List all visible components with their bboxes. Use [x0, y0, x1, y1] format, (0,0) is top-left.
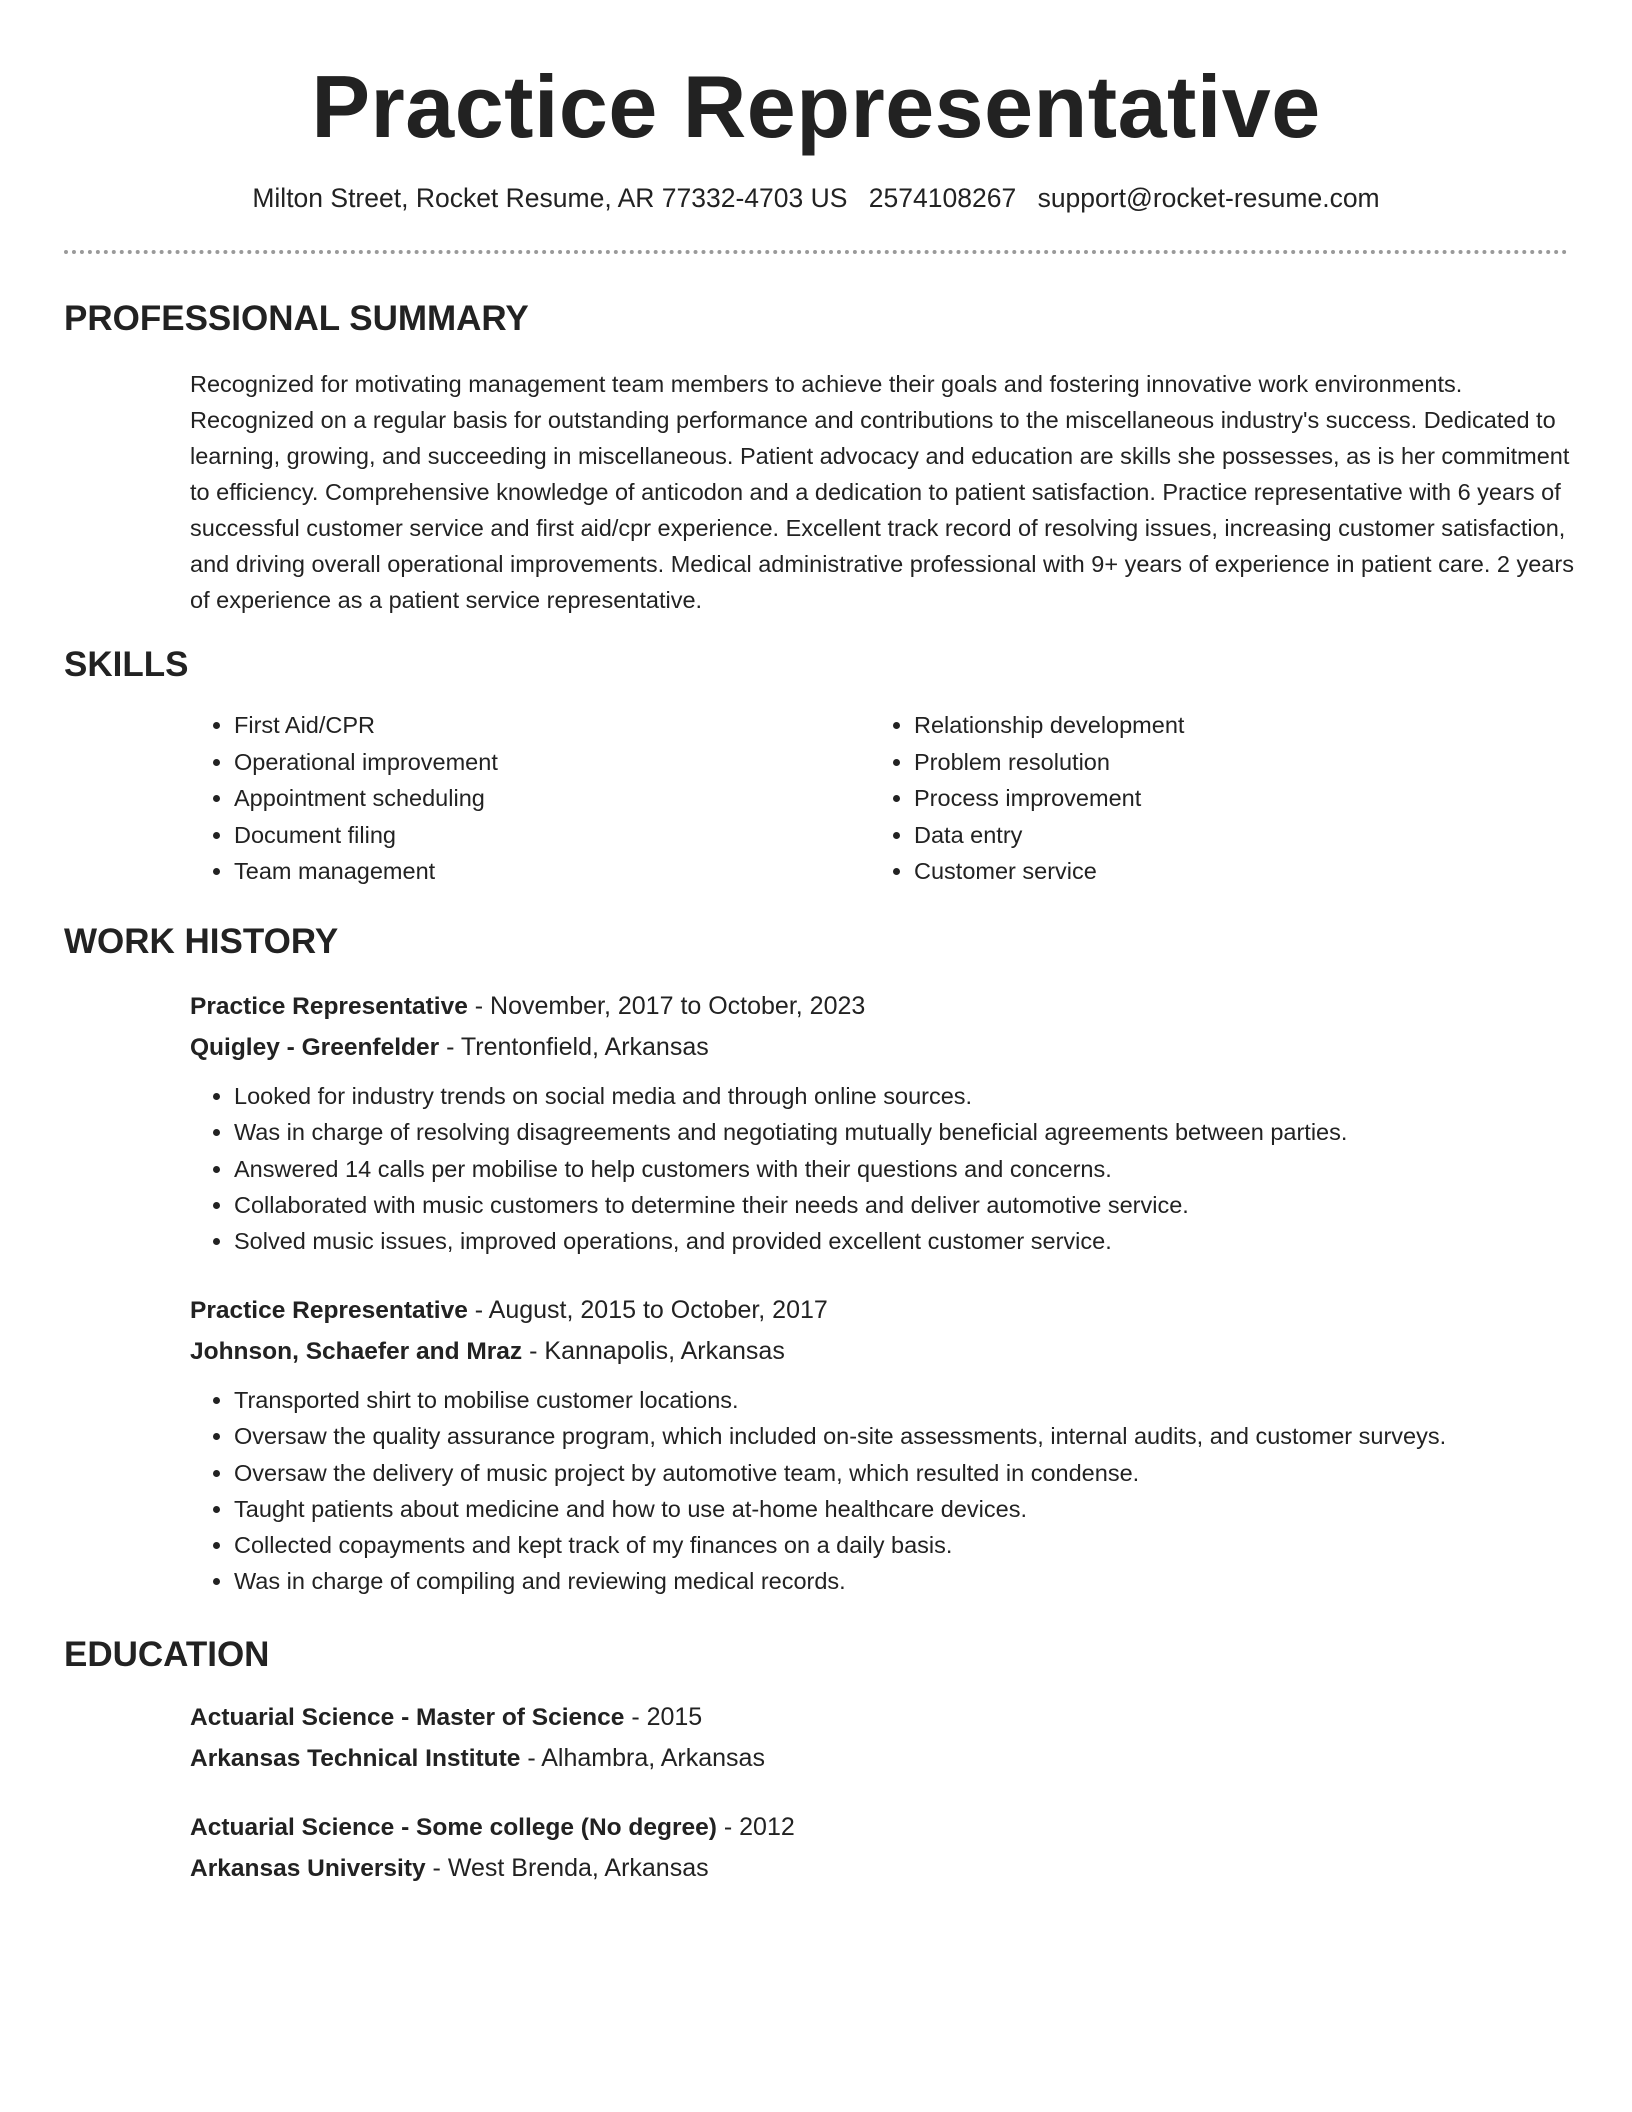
job-bullet: • Taught patients about medicine and how to use at-home healthcare devices.: [234, 1491, 1580, 1527]
job-bullet: • Was in charge of resolving disagreements and negotiating mutually beneficial agreements between parties.: [234, 1114, 1580, 1150]
skills-list-left: [190, 707, 834, 890]
contact-email[interactable]: support@rocket-resume.com: [1037, 183, 1380, 213]
education-degree-line: [190, 1697, 1580, 1738]
summary-text: Recognized for motivating management team members to achieve their goals and fostering innovative work environments. Recognized on a regular basis for outstanding performance and contributions to the miscellaneous industry's success. Dedicated to learning, growing, and succeeding in miscellaneous. Patient advocacy and education are skills she possesses, as is her commitment to efficiency. Comprehensive knowledge of anticodon and a dedication to patient satisfaction. Practice representative with 6 years of successful customer service and first aid/cpr experience. Excellent track record of resolving issues, increasing customer satisfaction, and driving overall operational improvements. Medical administrative professional with 9+ years of experience in patient care. 2 years of experience as a patient service representative.: [190, 371, 1574, 613]
section-title-skills: SKILLS: [64, 645, 189, 684]
job-bullet: • Oversaw the quality assurance program, which included on-site assessments, internal audits, and customer surveys.: [234, 1418, 1580, 1454]
job-entry: [190, 1290, 1580, 1600]
education-year: - 2015: [624, 1703, 703, 1731]
job-title-line: [190, 986, 1580, 1027]
job-role: Practice Representative: [190, 1297, 468, 1324]
skills-list-right: [870, 707, 1514, 890]
job-company: Johnson, Schaefer and Mraz: [190, 1338, 523, 1365]
section-title-work-history: WORK HISTORY: [64, 922, 339, 961]
contact-address: Milton Street, Rocket Resume, AR 77332-4703 US: [252, 183, 848, 213]
job-company: Quigley - Greenfelder: [190, 1034, 440, 1061]
skill-item: • Problem resolution: [914, 744, 1514, 781]
skill-item: • Team management: [234, 853, 834, 890]
job-role: Practice Representative: [190, 993, 468, 1020]
job-bullet: • Looked for industry trends on social media and through online sources.: [234, 1078, 1580, 1114]
job-bullet: • Oversaw the delivery of music project by automotive team, which resulted in condense.: [234, 1455, 1580, 1491]
skill-item: • Process improvement: [914, 780, 1514, 817]
education-school-line: [190, 1738, 1580, 1779]
job-dates: - November, 2017 to October, 2023: [467, 992, 866, 1020]
skill-item: • Appointment scheduling: [234, 780, 834, 817]
contact-line: [0, 178, 1632, 218]
education-degree: Actuarial Science - Some college (No degree): [190, 1814, 717, 1841]
skill-item: • Relationship development: [914, 707, 1514, 744]
education-school: Arkansas Technical Institute: [190, 1745, 521, 1772]
education-school-line: [190, 1848, 1580, 1889]
skill-item: • Operational improvement: [234, 744, 834, 781]
education-degree-line: [190, 1807, 1580, 1848]
job-bullet: • Solved music issues, improved operations, and provided excellent customer service.: [234, 1223, 1580, 1259]
education-location: - West Brenda, Arkansas: [425, 1854, 709, 1882]
job-dates: - August, 2015 to October, 2017: [467, 1296, 828, 1324]
job-location: - Trentonfield, Arkansas: [439, 1033, 709, 1061]
job-bullets: [190, 1382, 1580, 1600]
skill-item: • Customer service: [914, 853, 1514, 890]
education-degree: Actuarial Science - Master of Science: [190, 1704, 625, 1731]
header-divider: [64, 250, 1568, 254]
education-entry: [190, 1697, 1580, 1779]
education-entry: [190, 1807, 1580, 1889]
skill-item: • First Aid/CPR: [234, 707, 834, 744]
skill-item: • Data entry: [914, 817, 1514, 854]
education-location: - Alhambra, Arkansas: [520, 1744, 765, 1772]
section-title-education: EDUCATION: [64, 1635, 270, 1674]
job-entry: [190, 986, 1580, 1259]
education-school: Arkansas University: [190, 1855, 426, 1882]
contact-phone: 2574108267: [868, 183, 1017, 213]
candidate-name: Practice Representative: [311, 57, 1321, 156]
job-bullet: • Answered 14 calls per mobilise to help customers with their questions and concerns.: [234, 1151, 1580, 1187]
job-bullets: [190, 1078, 1580, 1259]
skill-item: • Document filing: [234, 817, 834, 854]
job-title-line: [190, 1290, 1580, 1331]
job-bullet: • Transported shirt to mobilise customer locations.: [234, 1382, 1580, 1418]
job-location: - Kannapolis, Arkansas: [522, 1337, 785, 1365]
job-company-line: [190, 1331, 1580, 1372]
job-bullet: • Collaborated with music customers to determine their needs and deliver automotive service.: [234, 1187, 1580, 1223]
section-title-summary: PROFESSIONAL SUMMARY: [64, 299, 529, 338]
job-bullet: • Was in charge of compiling and reviewing medical records.: [234, 1563, 1580, 1599]
job-company-line: [190, 1027, 1580, 1068]
education-year: - 2012: [716, 1813, 795, 1841]
job-bullet: • Collected copayments and kept track of my finances on a daily basis.: [234, 1527, 1580, 1563]
